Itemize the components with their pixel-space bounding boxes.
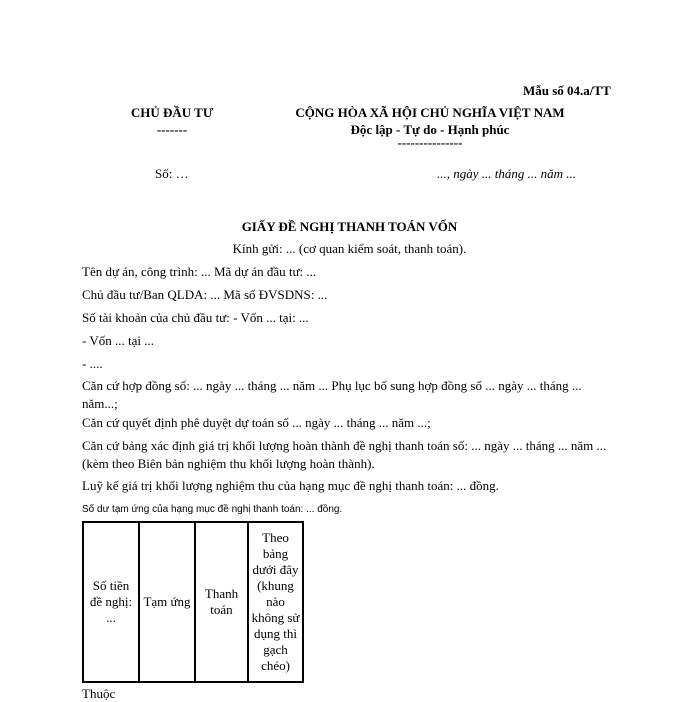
table-cell-payment: Thanh toán (195, 522, 248, 682)
date-line: ..., ngày ... tháng ... năm ... (437, 166, 577, 181)
account-line: Số tài khoản của chủ đầu tư: - Vốn ... tại: ... (82, 310, 309, 325)
document-number: Số: … (155, 166, 189, 181)
table-cell-amount: Số tiền đề nghị: ... (83, 522, 139, 682)
table-cell-note: Theo bảng dưới đây (khung nào không sử dụng thì gạch chéo) (248, 522, 303, 682)
volume-basis: Căn cứ bảng xác định giá trị khối lượng hoàn thành đề nghị thanh toán số: ... ngày ... tháng ... năm ... (kèm theo Biên bản nghiệm thu khối lượng hoàn thành). (82, 438, 607, 471)
accumulated-value: Luỹ kế giá trị khối lượng nghiệm thu của hạng mục đề nghị thanh toán: ... đồng. (82, 478, 499, 493)
table-cell-advance: Tạm ứng (139, 522, 195, 682)
investor-dashes: ------- (156, 122, 188, 137)
addressee: Kính gửi: ... (cơ quan kiểm soát, thanh toán). (232, 241, 467, 256)
contract-basis: Căn cứ hợp đồng số: ... ngày ... tháng ... năm ... Phụ lục bổ sung hợp đồng số ... ngày ... tháng ... năm...; (82, 378, 582, 411)
payment-table (82, 521, 304, 683)
investor-label: CHỦ ĐẦU TƯ (130, 105, 214, 120)
motto-dashes: --------------- (397, 135, 463, 150)
etc-line: - .... (82, 356, 103, 371)
investor-line: Chủ đầu tư/Ban QLDA: ... Mã số ĐVSDNS: ... (82, 287, 328, 302)
table-row (83, 522, 303, 682)
nation-title: CỘNG HÒA XÃ HỘI CHỦ NGHĨA VIỆT NAM (295, 105, 565, 120)
capital-line: - Vốn ... tại ... (82, 333, 154, 348)
bottom-text: Thuộc (82, 686, 116, 701)
decision-basis: Căn cứ quyết định phê duyệt dự toán số ... ngày ... tháng ... năm ...; (82, 415, 431, 430)
advance-balance: Số dư tạm ứng của hạng mục đề nghị thanh toán: ... đồng. (82, 504, 343, 515)
form-number: Mẫu số 04.a/TT (523, 83, 611, 98)
document-title: GIẤY ĐỀ NGHỊ THANH TOÁN VỐN (241, 219, 458, 234)
motto: Độc lập - Tự do - Hạnh phúc (350, 122, 510, 137)
project-line: Tên dự án, công trình: ... Mã dự án đầu tư: ... (82, 264, 317, 279)
